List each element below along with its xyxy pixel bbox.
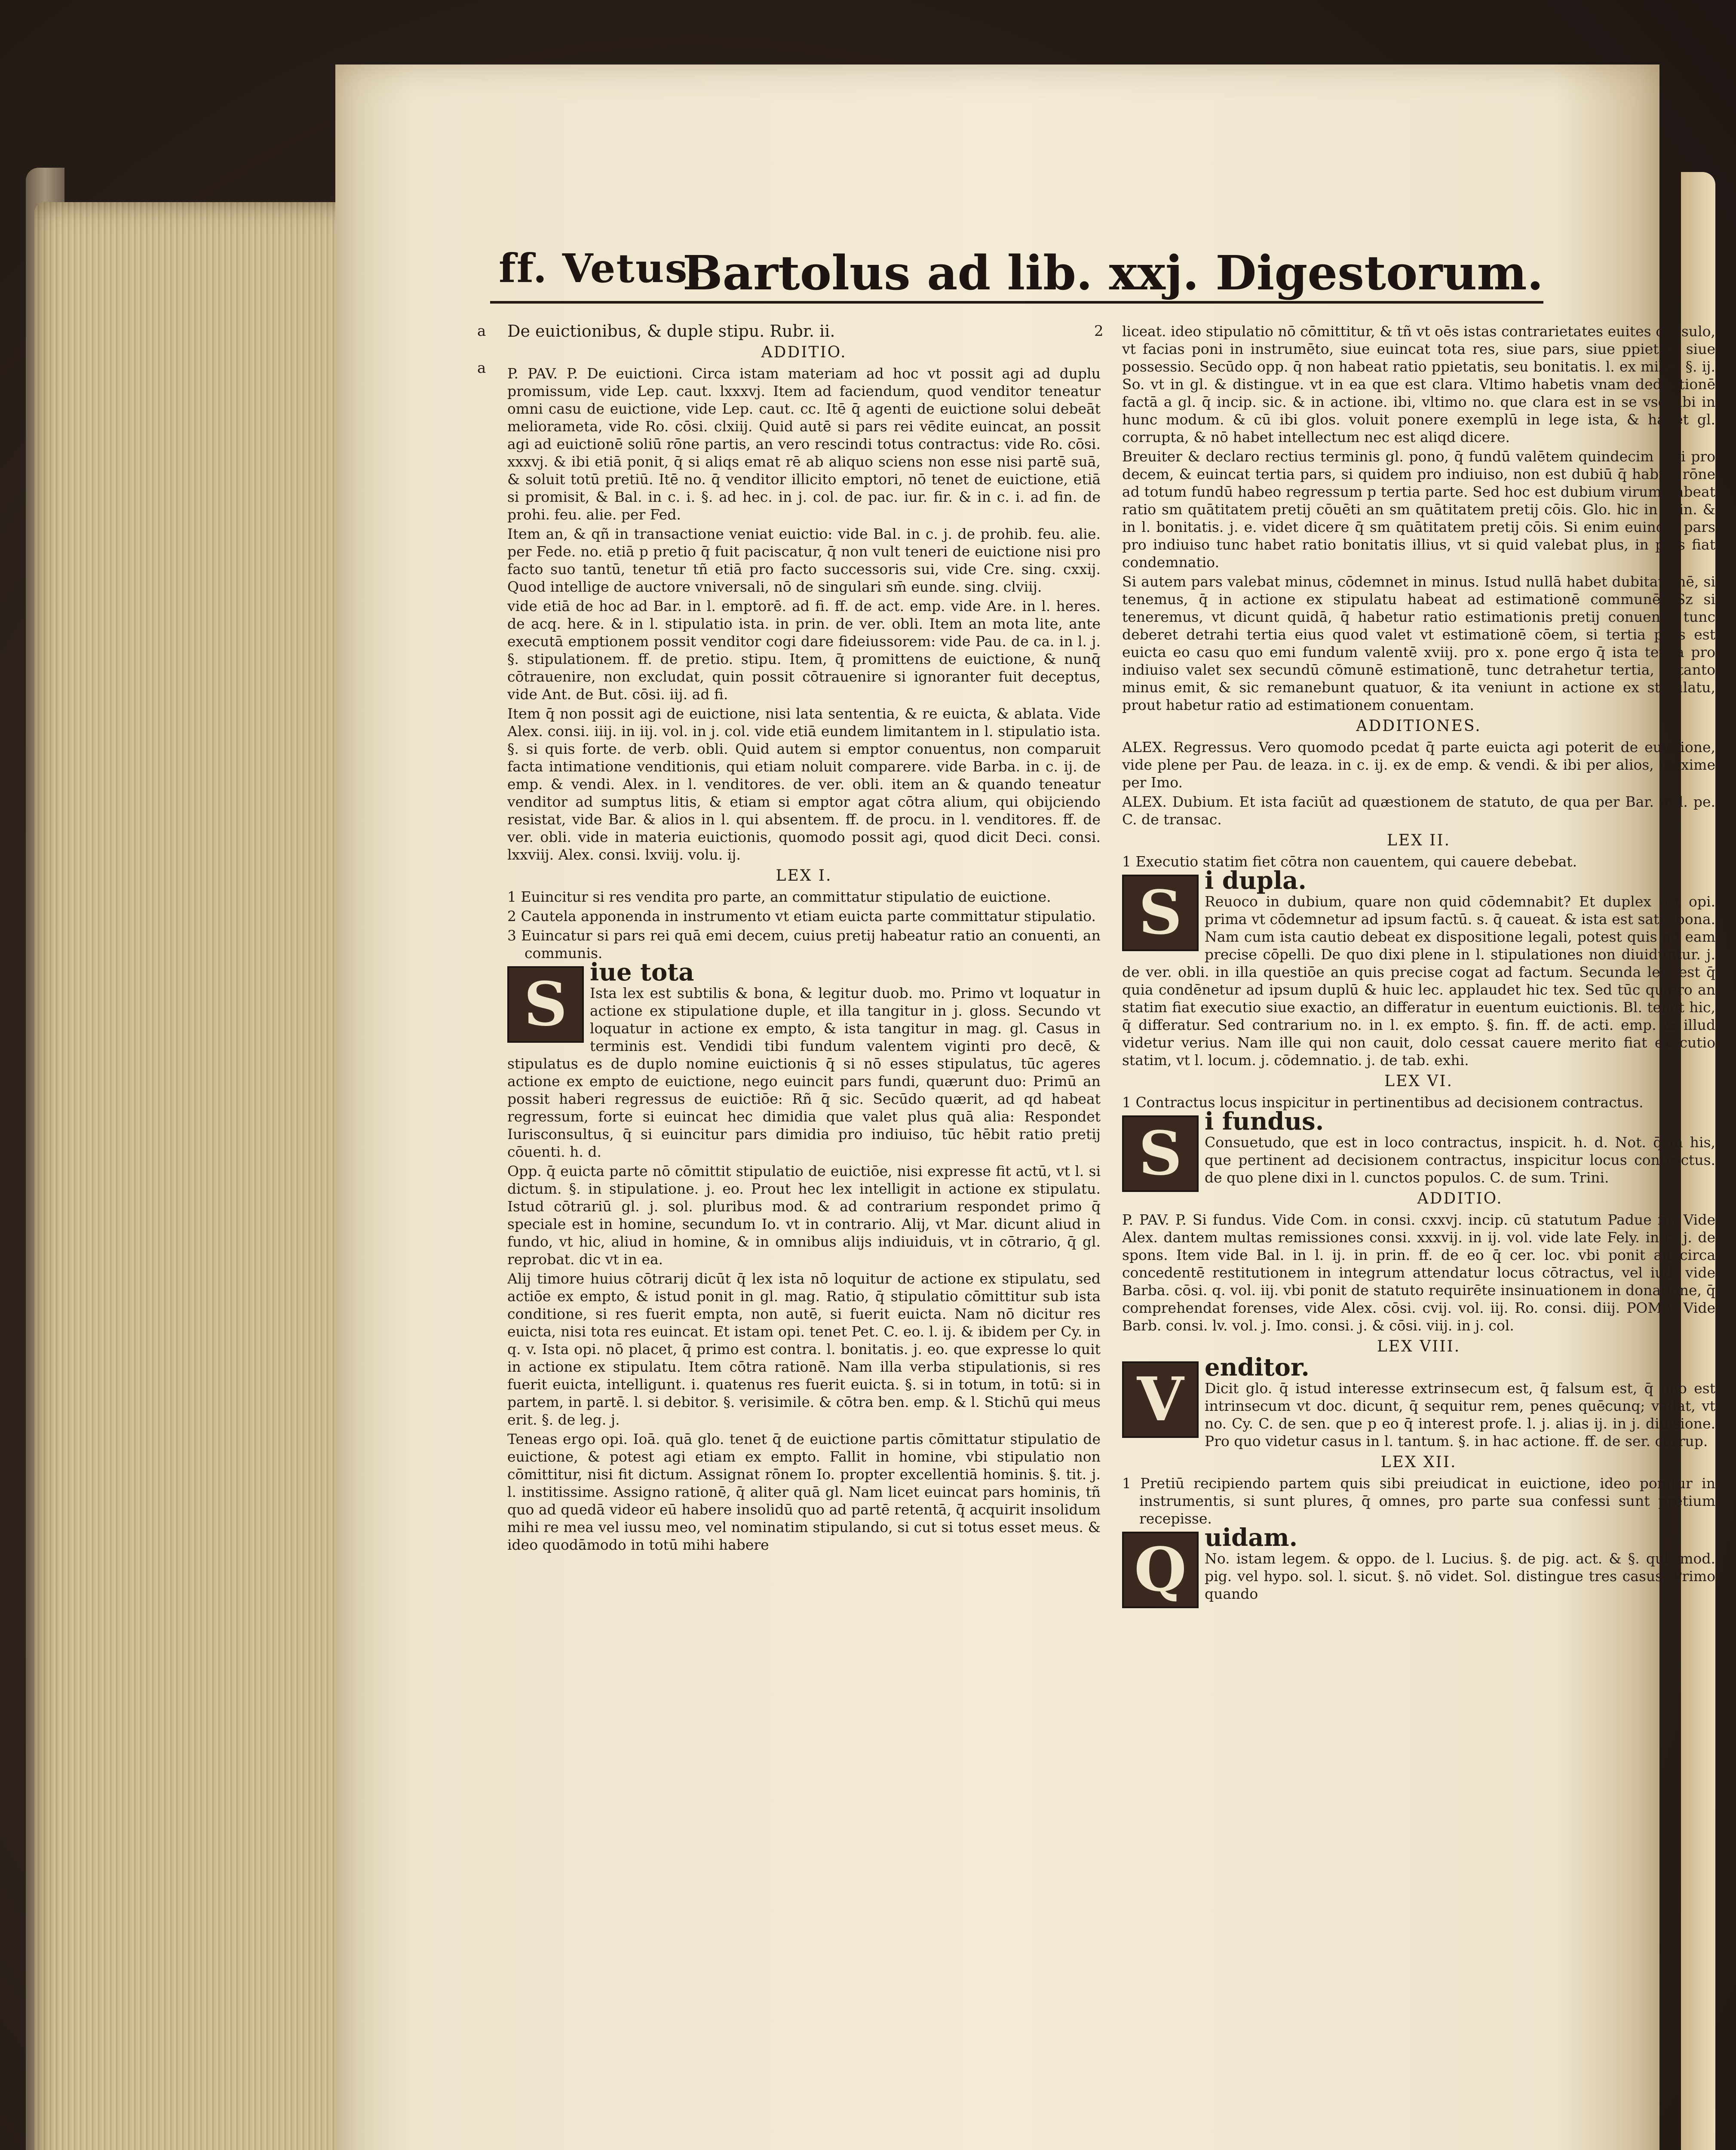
additio-heading: ADDITIO.: [1417, 1190, 1503, 1207]
lead-words: i fundus.: [1205, 1107, 1324, 1136]
lex-text-block: [507, 958, 1101, 1161]
summary-item: 1 Euincitur si res vendita pro parte, an committatur stipulatio de euictione.: [507, 888, 1051, 905]
right-column: [1122, 322, 1715, 2150]
body-paragraph: Breuiter & declaro rectius terminis gl. pono, q̄ fundū valētem quindecim emi pro decem, & euincat tertia pars, si quidem pro indiuiso, non est dubiū q̄ habita rōne ad totum fundū habeo regressum p tertia parte. Sed hoc est dubium virum habeat ratio sm quātitatem pretij cōuēti an sm quātitatem pretij cōis. Glo. hic in prin. & in l. bonitatis. j. e. videt dicere q̄ sm quātitatem pretij cōis. Si enim euincat pars pro indiuiso tunc habet ratio bonitatis illius, vt si quid valebat plus, in plus fiat condemnatio.: [1122, 448, 1715, 571]
additio-paragraph: P. PAV. P. De euictioni. Circa istam materiam ad hoc vt possit agi ad duplu promissum, vide Lep. caut. lxxxvj. Item ad faciendum, quod venditor teneatur omni casu de euictione, vide Lep. caut. cc. Itē q̄ agenti de euictione solui debeāt meliorameta, vide Ro. cōsi. clxiij. Quid autē si pars rei vēdite euincat, an possit agi ad euictionē soliū rōne partis, an vero rescindi totus contractus: vide Ro. cōsi. xxxvj. & ibi etiā ponit, q̄ si aliqs emat rē ab aliquo sciens non esse nisi partē suā, & soluit totū pretiū. Itē no. q̄ venditor illicito emptori, nō tenet de euictione, etiā si promisit, & Bal. in c. i. §. ad hec. in j. col. de pac. iur. fir. & in c. i. ad fin. de prohi. feu. alie. per Fed.: [507, 365, 1101, 523]
running-head-right: Bartolus ad lib. xxj. Digestorum.: [682, 245, 1543, 301]
lex-heading: LEX XII.: [1380, 1453, 1457, 1471]
lead-words: i dupla.: [1205, 866, 1307, 895]
additio-paragraph: P. PAV. P. Si fundus. Vide Com. in consi. cxxvj. incip. cū statutum Padue fit. Vide Alex. dantem multas remissiones consi. xxxvij. in ij. vol. vide late Fely. in c. j. de spons. Item vide Bal. in l. ij. in prin. ff. de eo q̄ cer. loc. vbi ponit an circa concedentē restitutionem in integrum attendatur locus cōtractus, vel iud. vide Barba. cōsi. q. vol. iij. vbi ponit de statuto requirēte insinuationem in donatione, q̄ comprehendat forenses, vide Alex. cōsi. cvij. vol. iij. Ro. consi. diij. POMA. Vide Barb. consi. lv. vol. j. Imo. consi. j. & cōsi. viij. in j. col.: [1122, 1211, 1715, 1334]
rubric-title: De euictionibus, & duple stipu. Rubr. ii.: [507, 322, 835, 341]
additio-paragraph: Item an, & qñ in transactione veniat euictio: vide Bal. in c. j. de prohib. feu. alie. per Fede. no. etiā p pretio q̄ fuit paciscatur, q̄ non vult teneri de euictione nisi pro facto suo tantū, tenetur tñ etiā pro facto successoris sui, vide Cre. sing. cxxij. Quod intellige de auctore vniversali, nō de singulari sm̄ eunde. sing. clviij.: [507, 525, 1101, 595]
body-paragraph: liceat. ideo stipulatio nō cōmittitur, & tñ vt oēs istas contrarietates euites consulo, vt facias poni in instrumēto, siue euincat tota res, siue pars, siue ppietas, siue possessio. Secūdo opp. q̄ non habeat ratio ppietatis, seu bonitatis. l. ex mille. §. ij. So. vt in gl. & distingue. vt in ea que est clara. Vltimo habetis vnam deductionē factā a gl. q̄ incip. sic. & in actione. ibi, vltimo no. que clara est in se vsq; ibi in hunc modum. & cū ibi glos. voluit ponere exemplū in lege ista, & habet gl. corrupta, & nō habet intellectum nec est aliqd dicere.: [1122, 323, 1715, 445]
lex-text-block: [1122, 1353, 1715, 1450]
body-paragraph: Opp. q̄ euicta parte nō cōmittit stipulatio de euictiōe, nisi expresse fit actū, vt l. si dictum. §. in stipulatione. j. eo. Prout hec lex intelligit in actione ex stipulatu. Istud cōtrariū gl. j. sol. pluribus mod. & ad contrarium respondet primo q̄ speciale est in homine, secundum Io. vt in contrario. Alij, vt Mar. dicunt aliud in fundo, vt hic, aliud in homine, & in omnibus alijs indiuiduis, vt in cōtrario, q̄ gl. reprobat. dic vt in ea.: [507, 1163, 1101, 1268]
lex-text-block: [1122, 1107, 1715, 1189]
left-margin-marks: [477, 322, 503, 2150]
lex-heading: LEX VIII.: [1377, 1338, 1461, 1355]
lead-words: enditor.: [1205, 1353, 1310, 1382]
summary-item: 1 Contractus locus inspicitur in pertinentibus ad decisionem contractus.: [1122, 1094, 1644, 1111]
decorated-initial: S: [507, 966, 584, 1043]
lead-words: uidam.: [1205, 1523, 1298, 1552]
additio-paragraph: ALEX. Dubium. Et ista faciūt ad quæstionem de statuto, de qua per Bar. in l. pe. C. de transac.: [1122, 793, 1715, 828]
decorated-initial: V: [1122, 1361, 1199, 1438]
running-head: [490, 241, 1543, 304]
decorated-initial: Q: [1122, 1532, 1199, 1608]
body-paragraph: Ista lex est subtilis & bona, & legitur duob. mo. Primo vt loquatur in actione ex stipulatione duple, et illa tangitur in j. gloss. Secundo vt loquatur in actione ex empto, & ista tangitur in mag. gl. Casus in terminis est. Vendidi tibi fundum valentem viginti pro decē, & stipulatus es de duplo nomine euictionis q̄ si nō esses stipulatus, tūc ageres actione ex empto de euictione, nego euincit pars fundi, quærunt duo: Primū an possit haberi regressus de euictiōe: Rñ q̄ sic. Secūdo quærit, ad qd habeat regressum, forte si euincat hec dimidia que valet plus quā alia: Respondet Iurisconsultus, q̄ si euincitur pars dimidia pro indiuiso, tūc hēbit ratio pretij cōuenti. h. d.: [507, 985, 1101, 1160]
additio-paragraph: ALEX. Regressus. Vero quomodo pcedat q̄ parte euicta agi poterit de euictione, vide plene per Pau. de leaza. in c. ij. ex de emp. & vendi. & ibi per alios, maxime per Imo.: [1122, 739, 1715, 791]
summary-item: 2 Cautela apponenda in instrumento vt etiam euicta parte committatur stipulatio.: [507, 908, 1096, 924]
summary-item: 1 Pretiū recipiendo partem quis sibi preiudicat in euictione, ideo ponitur in instrumentis, si sunt plures, q̄ omnes, pro parte sua confessi sunt pretium recepisse.: [1122, 1475, 1715, 1527]
margin-letter: a: [477, 359, 486, 377]
page-edges: [34, 202, 361, 2150]
body-paragraph: Consuetudo, que est in loco contractus, inspicit. h. d. Not. q̄ in his, que pertinent ad decisionem contractus, inspicitur locus contractus. de quo plene dixi in l. cunctos populos. C. de sum. Trini.: [1205, 1134, 1715, 1186]
body-paragraph: Dicit glo. q̄ istud interesse extrinsecum est, q̄ falsum est, q̄ imo est intrinsecum vt doc. dicunt, q̄ sequitur rem, penes quēcunq; vadat, vt no. Cy. C. de sen. que p eo q̄ interest profe. l. j. alias ij. in j. diuisione. Pro quo videtur casus in l. tantum. §. in hac actione. ff. de ser. corrup.: [1205, 1380, 1715, 1450]
lex-heading: LEX II.: [1386, 832, 1451, 849]
body-paragraph: Alij timore huius cōtrarij dicūt q̄ lex ista nō loquitur de actione ex stipulatu, sed actiōe ex empto, & istud ponit in gl. mag. Ratio, q̄ stipulatio cōmittitur sub ista conditione, si res fuerit empta, non autē, si fuerit euicta. Nam nō dicitur res euicta, nisi tota res euincat. Et istam opi. tenet Pet. C. eo. l. ij. & ibidem per Cy. in q. v. Ista opi. nō placet, q̄ primo est contra. l. bonitatis. j. eo. que expresse lo quit in actione ex stipulatu. Item cōtra rationē. Nam illa verba stipulationis, si res fuerit euicta, intelligunt. i. quatenus res fuerit euicta. §. si in totum, in totū: si in partem, in partē. l. si debitor. §. verisimile. & cōtra ben. emp. & l. Stichū qui meus erit. §. de leg. j.: [507, 1270, 1101, 1428]
lead-words: iue tota: [590, 958, 694, 986]
lex-text-block: [1122, 866, 1715, 1069]
additio-paragraph: vide etiā de hoc ad Bar. in l. emptorē. ad fi. ff. de act. emp. vide Are. in l. heres. de acq. here. & in l. stipulatio ista. in prin. de ver. obli. Item an mota lite, ante executā emptionem possit venditor cogi dare fideiussorem: vide Pau. de ca. in l. j. §. stipulationem. ff. de pretio. stipu. Item, q̄ promittens de euictione, & nunq̄ cōtrauenire, non excludat, quin possit cōtrauenire si ignoranter fuit deceptus, vide Ant. de But. cōsi. iij. ad fi.: [507, 598, 1101, 703]
body-paragraph: No. istam legem. & oppo. de l. Lucius. §. de pig. act. & §. qui. mod. pig. vel hypo. sol. l. sicut. §. nō videt. Sol. distingue tres casus. Primo quando: [1205, 1550, 1715, 1602]
additiones-heading: ADDITIONES.: [1356, 717, 1481, 735]
running-head-left: ff. Vetus.: [499, 245, 703, 292]
body-paragraph: Reuoco in dubium, quare non quid cōdemnabit? Et duplex est opi. prima vt cōdemnetur ad ipsum factū. s. q̄ caueat. & ista est satis bona. Nam cum ista cautio debeat ex dispositione legali, potest quis ad eam precise cōpelli. De quo dixi plene in l. stipulationes non diuiduntur. j. de ver. obli. in illa questiōe an quis precise cogat ad factum. Secunda lec. est q̄ quia condēnetur ad ipsum duplū & huic lec. applaudet hic tex. Sed tūc quæro an statim fiat executio siue exactio, an differatur in euentum euictionis. Bl. tenet hic, q̄ differatur. Sed contrarium no. in l. ex empto. §. fin. ff. de acti. emp. & illud videtur verius. Nam ille qui non cauit, dolo cessat cauere merito fiat executio statim, vt l. locum. j. cōdemnatio. j. de tab. exhi.: [1122, 893, 1715, 1069]
additio-heading: ADDITIO.: [761, 344, 847, 361]
margin-letter: a: [477, 322, 486, 340]
summary-item: 1 Executio statim fiet cōtra non cauentem, qui cauere debebat.: [1122, 853, 1577, 870]
body-paragraph: Teneas ergo opi. Ioā. quā glo. tenet q̄ de euictione partis cōmittatur stipulatio de euictione, & potest agi etiam ex empto. Fallit in homine, vbi stipulatio non cōmittitur, nisi fit dictum. Assignat rōnem Io. propter excellentiā hominis. §. tit. j. l. institissime. Assigno rationē, q̄ aliter quā gl. Nam licet euincat pars hominis, tñ quo ad quedā videor eū habere insolidū quo ad partē retentā, q̄ acquirit insolidum mihi re mea vel iussu meo, vel nominatim stipulando, si cut si totus esset meus. & ideo quodāmodo in totū mihi habere: [507, 1431, 1101, 1553]
decorated-initial: S: [1122, 875, 1199, 951]
decorated-initial: S: [1122, 1115, 1199, 1192]
body-paragraph: Si autem pars valebat minus, cōdemnet in minus. Istud nullā habet dubitationē, si tenemus, q̄ in actione ex stipulatu habeat ad estimationē communē. Sz si teneremus, vt dicunt quidā, q̄ habetur ratio estimationis pretij conuenti, tunc deberet detrahi tertia eius quod valet vt estimationē cōem, si tertia pars est euicta eo casu quo emi fundum valentē xviij. pro x. pone ergo q̄ ista tertia pro indiuiso valet sex secundū cōmunē estimationē, tunc detrahetur tertia, q̄ tanto minus emit, & sic remanebunt quatuor, & ita veniunt in actione ex stipulatu, prout habetur ratio ad estimationem conuentam.: [1122, 573, 1715, 713]
lex-text-block: [1122, 1523, 1715, 1605]
additio-paragraph: Item q̄ non possit agi de euictione, nisi lata sententia, & re euicta, & ablata. Vide Alex. consi. iiij. in iij. vol. in j. col. vide etiā eundem limitantem in l. stipulatio ista. §. si quis forte. de verb. obli. Quid autem si emptor conuentus, non comparuit facta intimatione venditionis, qui etiam noluit comparere. vide Barba. in c. ij. de emp. & vendi. Alex. in l. venditores. de ver. obli. item an & quando teneatur venditor ad sumptus litis, & etiam si emptor agat cōtra alium, qui obijciendo resistat, vide Bar. & alios in l. qui absentem. ff. de procu. in l. venditores. ff. de ver. obli. vide in materia euictionis, quomodo possit agi, quod dicit Deci. consi. lxxviij. Alex. consi. lxviij. volu. ij.: [507, 705, 1101, 863]
lex-heading: LEX VI.: [1384, 1072, 1453, 1090]
margin-number: 2: [1094, 322, 1104, 340]
summary-item: 3 Euincatur si pars rei quā emi decem, cuius pretij habeatur ratio an conuenti, an communis.: [507, 927, 1101, 961]
lex-heading: LEX I.: [776, 867, 832, 885]
left-column: [507, 322, 1101, 2150]
